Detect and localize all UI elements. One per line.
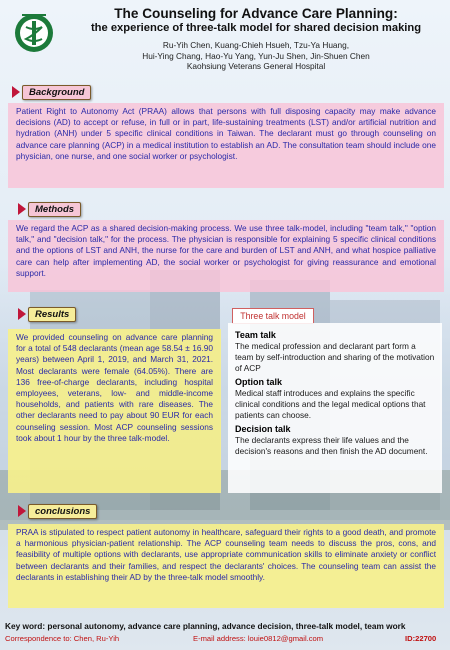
hospital-logo-icon	[4, 5, 64, 55]
poster-subtitle: the experience of three-talk model for shared decision making	[90, 22, 422, 34]
poster-id: ID:22700	[405, 634, 437, 643]
team-talk-text: The medical profession and declarant part form a team by self-introduction and sharing of the motivation of ACP	[235, 341, 435, 373]
conclusions-label: conclusions	[28, 504, 97, 519]
methods-arrow-icon	[18, 203, 26, 215]
results-arrow-icon	[18, 308, 26, 320]
three-talk-label: Three talk model	[232, 308, 314, 324]
correspondence: Correspondence to: Chen, Ru-Yih	[5, 634, 120, 643]
option-talk-text: Medical staff introduces and explains the specific clinical conditions and the legal medical options that patients can choose.	[235, 388, 426, 420]
decision-talk-text: The declarants express their life values and the decision's reasons and then finish the AD document.	[235, 435, 428, 456]
methods-label: Methods	[28, 202, 81, 217]
results-label: Results	[28, 307, 76, 322]
authors-line-1: Ru-Yih Chen, Kuang-Chieh Hsueh, Tzu-Ya Huang,	[162, 40, 350, 50]
poster-title: The Counseling for Advance Care Planning:	[114, 6, 398, 21]
keywords: Key word: personal autonomy, advance care planning, advance decision, three-talk model, team work	[5, 621, 406, 631]
background-label: Background	[22, 85, 91, 100]
results-text: We provided counseling on advance care planning for a total of 548 declarants (mean age 58.54 ± 16.90 years) between April 1, 2019, and March 31, 2021. Most declarants were female (64.05%). There are 136 free-of-charge declarants, including hospital employees, veterans, low- and middle-income households, and patients with rare diseases. The other declarants need to pay about 90 EUR for each counseling session. Most ACP counseling sessions took about 1 hour by the three talk-model.	[8, 329, 221, 493]
email-address: E-mail address: louie0812@gmail.com	[193, 634, 324, 643]
option-talk-heading: Option talk	[235, 377, 282, 387]
conclusions-text: PRAA is stipulated to respect patient autonomy in healthcare, safeguard their rights to a good death, and promote a harmonious physician-patient relationship. The ACP counseling team needs to discuss the pros, cons, and feasibility of multiple options with declarants, use appropriate communication skills to eliminate anxiety or conflict between declarants and their families, and respect the declarants' choices. The counseling team can assist the declarants in establishing their AD by the three-talk model smoothly.	[8, 524, 444, 608]
background-arrow-icon	[12, 86, 20, 98]
authors-line-2: Hui-Ying Chang, Hao-Yu Yang, Yun-Ju Shen, Jin-Shuen Chen	[142, 50, 370, 61]
affiliation: Kaohsiung Veterans General Hospital	[186, 61, 326, 71]
hospital-logo	[4, 5, 64, 55]
methods-text: We regard the ACP as a shared decision-making process. We use three talk-model, including "team talk," "option talk," and "decision talk," for the process. The physician is responsible for explaining 5 specific clinical conditions and the options of LST and ANH, the nurse for the care and burden of LST and ANH, and what hospice palliative care can help after implementing AD, the social worker or psychologist for giving reassurance and emotional support.	[8, 220, 444, 292]
background-text: Patient Right to Autonomy Act (PRAA) allows that persons with full disposing capacity may make advance decisions (AD) to accept or refuse, in full or in part, life-sustaining treatments (LST) and/or artificial nutrition and hydration (ANH) under 5 specific clinical conditions in Taiwan. The declarant must go through counseling on advance care planning (ACP) in a medical institution to establish an AD. The consultation team should include one physician, one nurse, and one social worker or psychologist.	[8, 103, 444, 188]
conclusions-arrow-icon	[18, 505, 26, 517]
team-talk-heading: Team talk	[235, 330, 276, 340]
three-talk-box	[228, 323, 442, 493]
authors-block	[70, 40, 442, 72]
decision-talk-heading: Decision talk	[235, 424, 291, 434]
